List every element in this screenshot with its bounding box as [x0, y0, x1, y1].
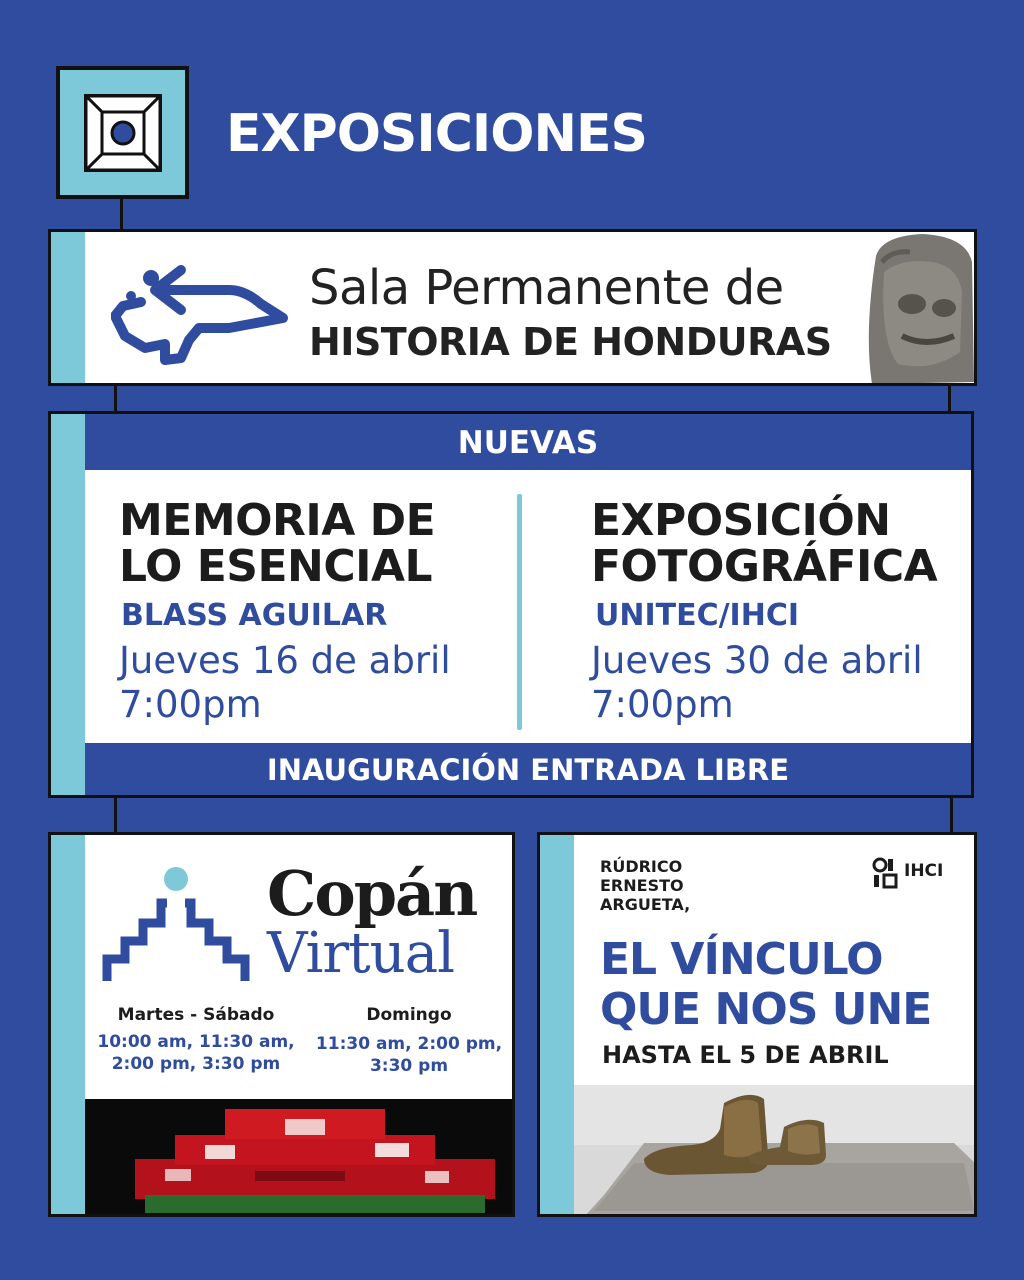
vinculo-title	[600, 935, 931, 1035]
copan-title-word1: Copán	[267, 857, 477, 930]
permanent-exhibit-panel[interactable]	[48, 229, 977, 386]
exhibit-card-2[interactable]	[591, 495, 938, 727]
accent-stripe	[540, 835, 574, 1214]
schedule-days: Martes - Sábado	[117, 1005, 275, 1025]
artist-name	[600, 857, 690, 914]
permanent-line1: Sala Permanente de	[309, 260, 784, 316]
ihci-logo-icon	[872, 857, 902, 889]
schedule-times: 10:00 am, 11:30 am,	[97, 1032, 295, 1052]
exhibit-title-line2: LO ESENCIAL	[119, 541, 433, 592]
schedule-weekdays	[91, 1005, 301, 1075]
exhibit-title-line1: MEMORIA DE	[119, 495, 436, 546]
pyramid-steps-icon	[101, 865, 251, 985]
new-exhibits-heading: NUEVAS	[85, 414, 971, 470]
accent-stripe	[51, 835, 85, 1214]
exhibit-artist: UNITEC/IHCI	[595, 598, 800, 633]
exhibit-time: 7:00pm	[119, 683, 262, 726]
schedule-times: 11:30 am, 2:00 pm,	[315, 1034, 503, 1054]
ihci-logo	[872, 855, 950, 895]
exhibitions-icon-box	[56, 66, 189, 199]
ihci-logo-text: IHCI	[904, 861, 944, 881]
exhibit-date: Jueves 16 de abril	[119, 639, 451, 682]
page-title: EXPOSICIONES	[226, 104, 647, 164]
until-date: HASTA EL 5 DE ABRIL	[602, 1041, 889, 1069]
exhibit-artist: BLASS AGUILAR	[121, 598, 388, 633]
artist-name-line: RÚDRICO	[600, 857, 683, 876]
vinculo-exhibit-panel[interactable]	[537, 832, 977, 1217]
exhibit-title-line1: EXPOSICIÓN	[591, 495, 891, 546]
new-exhibits-panel[interactable]	[48, 411, 974, 798]
vinculo-title-line: QUE NOS UNE	[600, 984, 932, 1035]
exhibit-card-1[interactable]	[119, 495, 451, 727]
schedule-times: 3:30 pm	[369, 1056, 449, 1076]
honduras-map-arrow-icon	[111, 256, 291, 368]
vinculo-title-line: EL VÍNCULO	[600, 934, 883, 985]
accent-stripe	[51, 232, 85, 383]
exhibit-time: 7:00pm	[591, 683, 734, 726]
schedule-sunday	[311, 1005, 507, 1077]
artist-name-line: ARGUETA,	[600, 895, 691, 914]
copan-virtual-panel[interactable]	[48, 832, 515, 1217]
copan-title-word2: Virtual	[267, 921, 455, 986]
accent-stripe	[51, 414, 85, 795]
artist-name-line: ERNESTO	[600, 876, 684, 895]
exhibit-date: Jueves 30 de abril	[591, 639, 923, 682]
column-divider	[517, 494, 522, 730]
permanent-line2: HISTORIA DE HONDURAS	[309, 320, 832, 364]
schedule-days: Domingo	[366, 1005, 452, 1025]
stone-sculpture-image	[862, 232, 974, 384]
bronze-feet-photo	[574, 1085, 977, 1217]
schedule-times: 2:00 pm, 3:30 pm	[111, 1054, 281, 1074]
exhibit-title-line2: FOTOGRÁFICA	[591, 541, 938, 592]
temple-photo	[85, 1099, 515, 1217]
free-entry-banner: INAUGURACIÓN ENTRADA LIBRE	[85, 743, 971, 795]
gallery-frame-icon	[84, 94, 162, 172]
